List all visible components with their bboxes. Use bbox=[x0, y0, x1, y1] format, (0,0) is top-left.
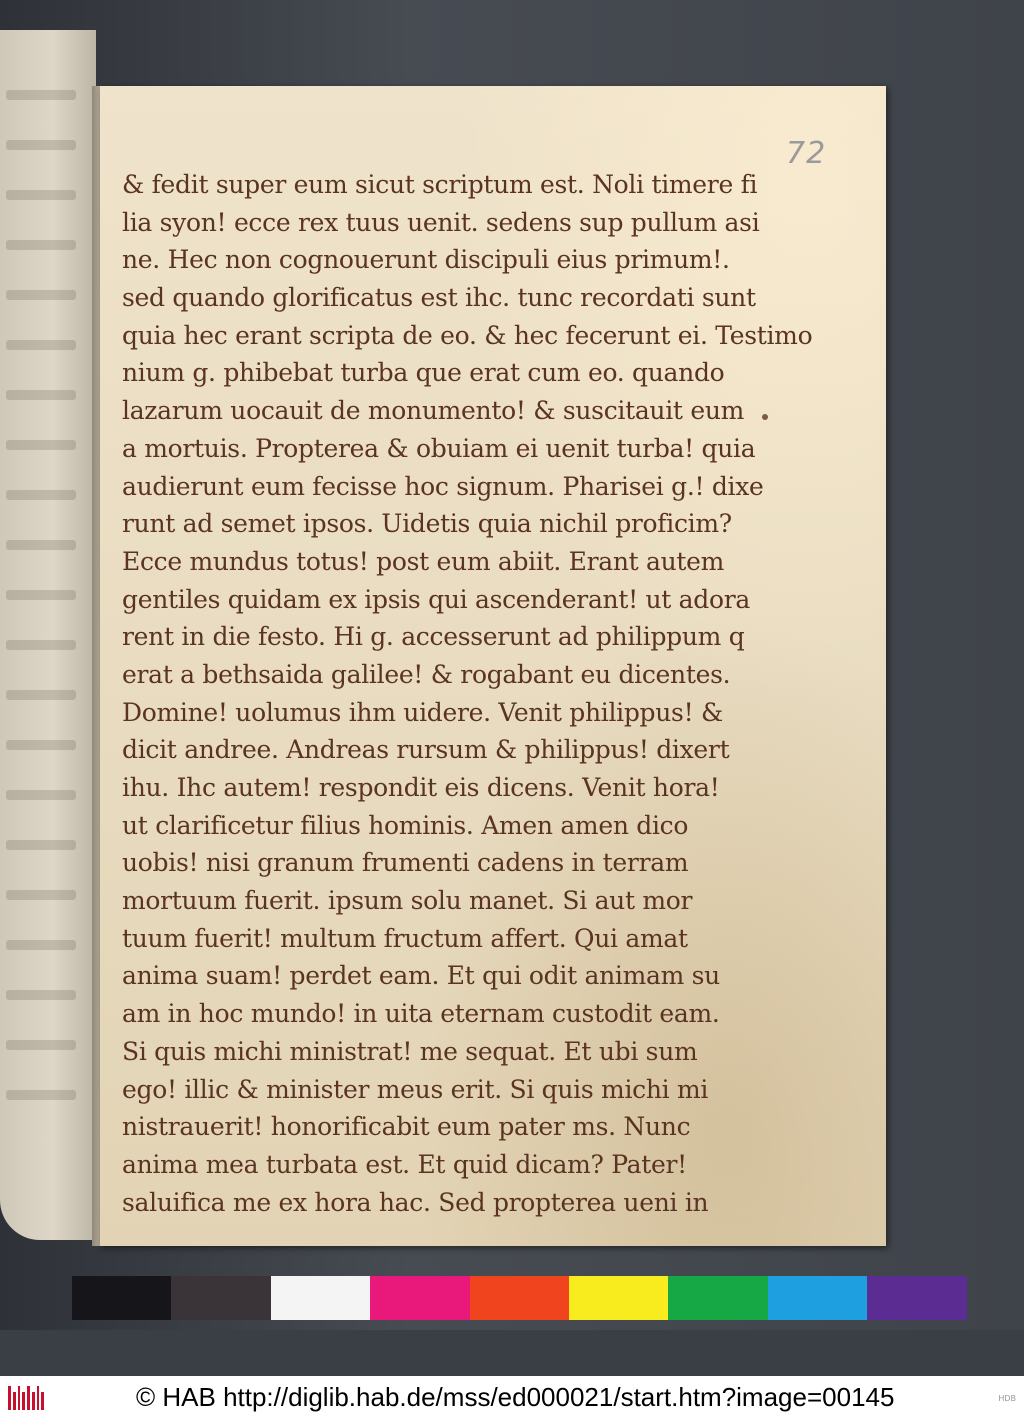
manuscript-line: a mortuis. Propterea & obuiam ei uenit turba! quia bbox=[122, 433, 756, 463]
manuscript-line: sed quando glorificatus est ihc. tunc recordati sunt bbox=[122, 283, 756, 313]
color-calibration-bar bbox=[72, 1276, 967, 1320]
tiny-mark: HDB bbox=[998, 1394, 1016, 1403]
manuscript-line: & fedit super eum sicut scriptum est. Noli timere fi bbox=[122, 170, 758, 199]
ink-dot bbox=[762, 414, 768, 420]
manuscript-line: lia syon! ecce rex tuus uenit. sedens sup pullum asi bbox=[122, 207, 760, 237]
manuscript-line: dicit andree. Andreas rursum & philippus! dixert bbox=[122, 735, 730, 765]
color-swatch bbox=[867, 1276, 966, 1320]
manuscript-line: saluifica me ex hora hac. Sed propterea ueni in bbox=[122, 1187, 709, 1217]
manuscript-line: gentiles quidam ex ipsis qui ascenderant! ut adora bbox=[122, 584, 750, 614]
manuscript-line: uobis! nisi granum frumenti cadens in terram bbox=[122, 848, 689, 878]
color-swatch bbox=[271, 1276, 370, 1320]
manuscript-line: audierunt eum fecisse hoc signum. Pharisei g.! dixe bbox=[122, 471, 764, 501]
manuscript-line: quia hec erant scripta de eo. & hec fecerunt ei. Testimo bbox=[122, 320, 813, 350]
manuscript-line: lazarum uocauit de monumento! & suscitauit eum bbox=[122, 396, 745, 426]
manuscript-line: runt ad semet ipsos. Uidetis quia nichil proficim? bbox=[122, 509, 732, 539]
color-swatch bbox=[569, 1276, 668, 1320]
color-swatch bbox=[370, 1276, 469, 1320]
credit-link[interactable]: © HAB http://diglib.hab.de/mss/ed000021/start.htm?image=00145 bbox=[136, 1382, 895, 1412]
facing-page-left bbox=[0, 30, 96, 1240]
folio-number: 72 bbox=[786, 136, 827, 171]
manuscript-page bbox=[100, 86, 886, 1246]
manuscript-line: ihu. Ihc autem! respondit eis dicens. Venit hora! bbox=[122, 773, 720, 802]
manuscript-line: anima mea turbata est. Et quid dicam? Pater! bbox=[122, 1149, 687, 1179]
manuscript-line: nistrauerit! honorificabit eum pater ms. Nunc bbox=[122, 1112, 691, 1142]
hab-logo-icon bbox=[8, 1386, 44, 1410]
color-swatch bbox=[171, 1276, 270, 1320]
text-block bbox=[122, 166, 822, 1221]
color-swatch bbox=[768, 1276, 867, 1320]
manuscript-line: anima suam! perdet eam. Et qui odit animam su bbox=[122, 961, 720, 991]
footer-bar bbox=[0, 1376, 1024, 1422]
manuscript-line: erat a bethsaida galilee! & rogabant eu dicentes. bbox=[122, 659, 731, 689]
color-swatch bbox=[470, 1276, 569, 1320]
manuscript-line: am in hoc mundo! in uita eternam custodit eam. bbox=[122, 999, 720, 1029]
manuscript-line: ego! illic & minister meus erit. Si quis michi mi bbox=[122, 1074, 709, 1104]
manuscript-line: mortuum fuerit. ipsum solu manet. Si aut mor bbox=[122, 886, 693, 916]
manuscript-line: ne. Hec non cognouerunt discipuli eius primum!. bbox=[122, 245, 730, 275]
manuscript-line: nium g. phibebat turba que erat cum eo. quando bbox=[122, 358, 725, 388]
color-swatch bbox=[668, 1276, 767, 1320]
manuscript-line: rent in die festo. Hi g. accesserunt ad philippum q bbox=[122, 622, 745, 652]
manuscript-line: Domine! uolumus ihm uidere. Venit philippus! & bbox=[122, 697, 723, 727]
manuscript-line: Si quis michi ministrat! me sequat. Et ubi sum bbox=[122, 1036, 698, 1066]
manuscript-line: Ecce mundus totus! post eum abiit. Erant autem bbox=[122, 546, 725, 576]
manuscript-line: tuum fuerit! multum fructum affert. Qui amat bbox=[122, 923, 688, 953]
manuscript-line: ut clarificetur filius hominis. Amen amen dico bbox=[122, 810, 689, 840]
color-swatch bbox=[72, 1276, 171, 1320]
